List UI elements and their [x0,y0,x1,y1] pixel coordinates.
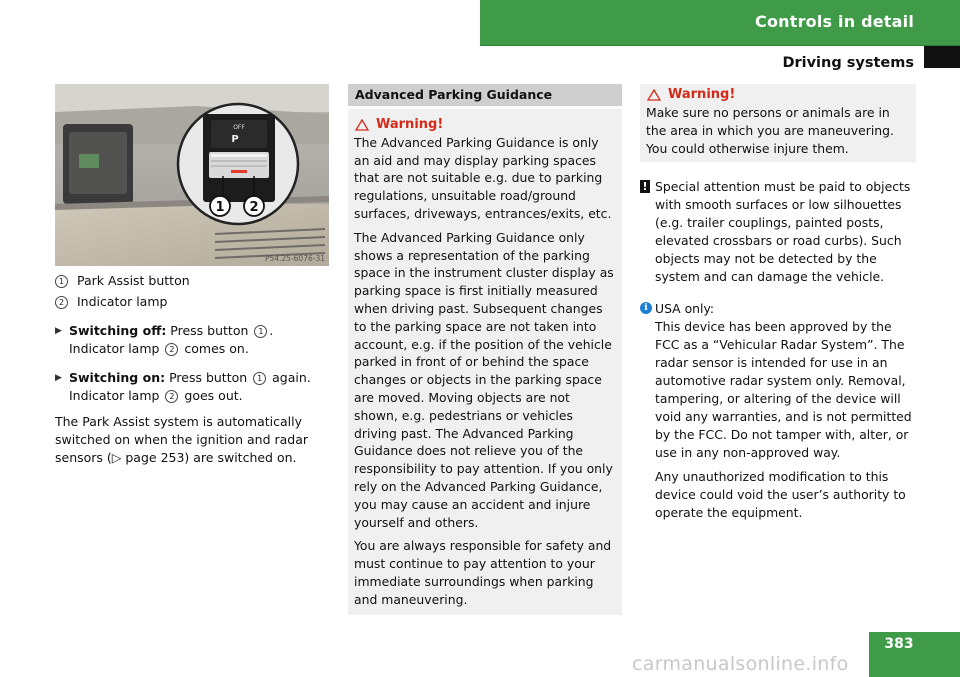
legend-number: 1 [55,275,68,288]
section-title: Driving systems [782,55,914,71]
header-divider [480,45,960,46]
ref-number: 2 [165,390,178,403]
right-column [640,84,916,522]
panel-off-label: OFF [233,124,245,131]
legend-text: Park Assist button [77,273,190,288]
figure-code: P54.25-6076-31 [264,254,325,263]
warning-box [348,109,622,615]
ref-number: 2 [165,343,178,356]
park-assist-figure [55,84,329,266]
step-label: Switching off: [69,323,167,338]
section-tab-marker [924,46,960,68]
park-assist-symbol: P [231,134,239,145]
page-number: 383 [884,636,914,652]
step-label: Switching on: [69,370,166,385]
ref-number: 1 [254,325,267,338]
step-switching-on: ▶ Switching on: Press button 1 again. Indicator lamp 2 goes out. [55,370,311,403]
warning-title-row [646,86,910,104]
exclamation-icon: ! [640,180,650,193]
notice-text: Special attention must be paid to objects with smooth surfaces or low silhouettes (e.g. trailer couplings, painted posts, elevated crossbars or road curbs). Such objects may not be detected by the system and can damage the vehicle. [655,179,911,284]
chapter-title: Controls in detail [755,12,914,31]
legend-item [55,293,329,311]
ref-number: 1 [253,372,266,385]
legend-text: Indicator lamp [77,294,168,309]
legend-number: 2 [55,296,68,309]
svg-text:1: 1 [215,200,225,215]
warning-paragraph: You are always responsible for safety and must continue to pay attention to your immediate surroundings when parking and maneuvering. [354,538,612,607]
info-icon: i [640,302,652,314]
middle-column [348,84,622,615]
warning-paragraph: Make sure no persons or animals are in the area in which you are maneuvering. You could otherwise injure them. [646,105,894,156]
indicator-lamp-graphic [231,170,247,173]
warning-title: Warning! [668,87,736,102]
warning-box [640,84,916,162]
info-paragraph: Any unauthorized modification to this device could void the user’s authority to operate the equipment. [655,469,906,520]
section-heading: Advanced Parking Guidance [348,84,622,106]
left-column [55,272,329,467]
warning-paragraph: The Advanced Parking Guidance is only an aid and may display parking spaces that are not suitable e.g. due to parking regulations, unsuitable road/ground surfaces, driveways, entrances/exits, etc. [354,134,612,221]
watermark: carmanualsonline.info [632,653,849,675]
warning-paragraph: The Advanced Parking Guidance only shows a representation of the parking space in the instrument cluster display as parking space is first initially measured when driving past. Subsequent changes to the parking space are not taken into account, e.g. if the position of the vehicle parked in front of or behind the space changes or objects in the parking space are moved. Moving objects are not shown, e.g. pedestrians or vehicles driving past. The Advanced Parking Guidance does not relieve you of the responsibility to pay attention. If you only rely on the Advanced Parking Guidance, you may cause an accident and injure yourself and others. [354,229,614,530]
legend-item [55,272,329,290]
info-title: USA only: [655,301,715,316]
info-note [640,300,916,522]
warning-title: Warning! [376,117,444,132]
warning-triangle-icon [355,119,369,131]
step-switching-off: ▶ Switching off: Press button 1 . Indicator lamp 2 comes on. [55,323,274,356]
step-arrow-icon: ▶ [55,326,62,336]
auto-on-paragraph: The Park Assist system is automatically switched on when the ignition and radar sensors (▷ page 253) are switched on. [55,414,309,465]
svg-text:2: 2 [249,200,259,215]
info-paragraph: This device has been approved by the FCC as a “Vehicular Radar System”. The radar sensor is intended for use in an automotive radar system only. Removal, tampering, or altering of the device will void any warranties, and is not permitted by the FCC. Do not tamper with, alter, or use in any non-approved way. [655,319,912,460]
warning-triangle-icon [647,89,661,101]
step-arrow-icon: ▶ [55,373,62,383]
warning-title-row [354,116,616,134]
damage-notice [640,178,916,286]
dashboard-photo [55,84,329,266]
